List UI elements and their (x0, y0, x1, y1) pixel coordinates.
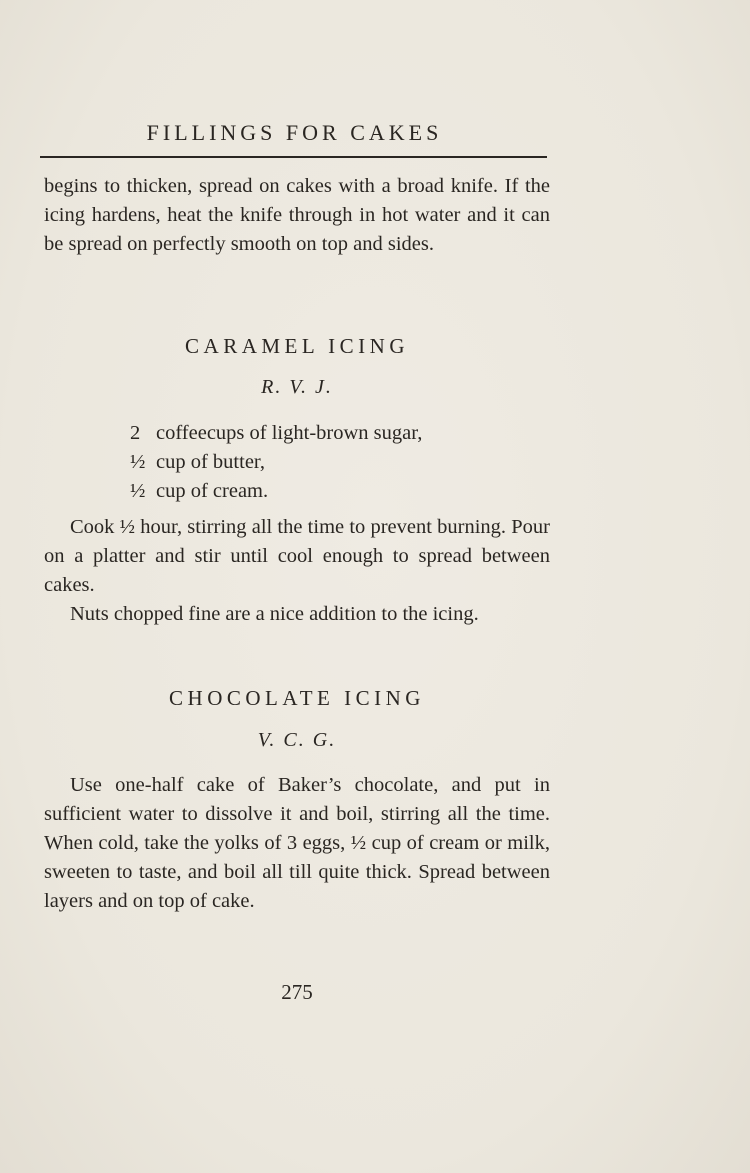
chocolate-icing-heading: CHOCOLATE ICING (169, 686, 425, 710)
header-rule (40, 156, 547, 158)
ingredient-item (130, 448, 422, 477)
chocolate-attribution: V. C. G. (257, 729, 337, 751)
chocolate-method: Use one-half cake of Baker’s chocolate, and put in sufficient water to dissolve it and boil, stirring all the time. When cold, take the yolks of 3 eggs, ½ cup of cream or milk, sweeten to taste, and boil all till quite thick. Spread between layers and on top of cake. (44, 774, 550, 912)
caramel-icing-heading: CARAMEL ICING (185, 334, 409, 358)
caramel-note: Nuts chopped fine are a nice addition to the icing. (70, 603, 479, 625)
ingredient-item (130, 477, 422, 506)
ingredient-qty: ½ (130, 451, 146, 473)
ingredient-text: coffeecups of light-brown sugar, (156, 422, 423, 444)
ingredient-qty: ½ (130, 480, 146, 502)
ingredient-text: cup of butter, (156, 451, 266, 473)
caramel-ingredient-list (130, 419, 422, 506)
ingredient-item (130, 419, 422, 448)
running-head: FILLINGS FOR CAKES (146, 120, 443, 145)
ingredient-qty: 2 (130, 422, 141, 444)
page-number: 275 (281, 980, 313, 1004)
continued-paragraph: begins to thicken, spread on cakes with a broad knife. If the icing hardens, heat the knife through in hot water and it can be spread on perfectly smooth on top and sides. (44, 175, 550, 255)
ingredient-text: cup of cream. (156, 480, 269, 502)
caramel-attribution: R. V. J. (261, 376, 333, 398)
caramel-method: Cook ½ hour, stirring all the time to prevent burning. Pour on a platter and stir until cool enough to spread between cakes. (44, 516, 550, 596)
